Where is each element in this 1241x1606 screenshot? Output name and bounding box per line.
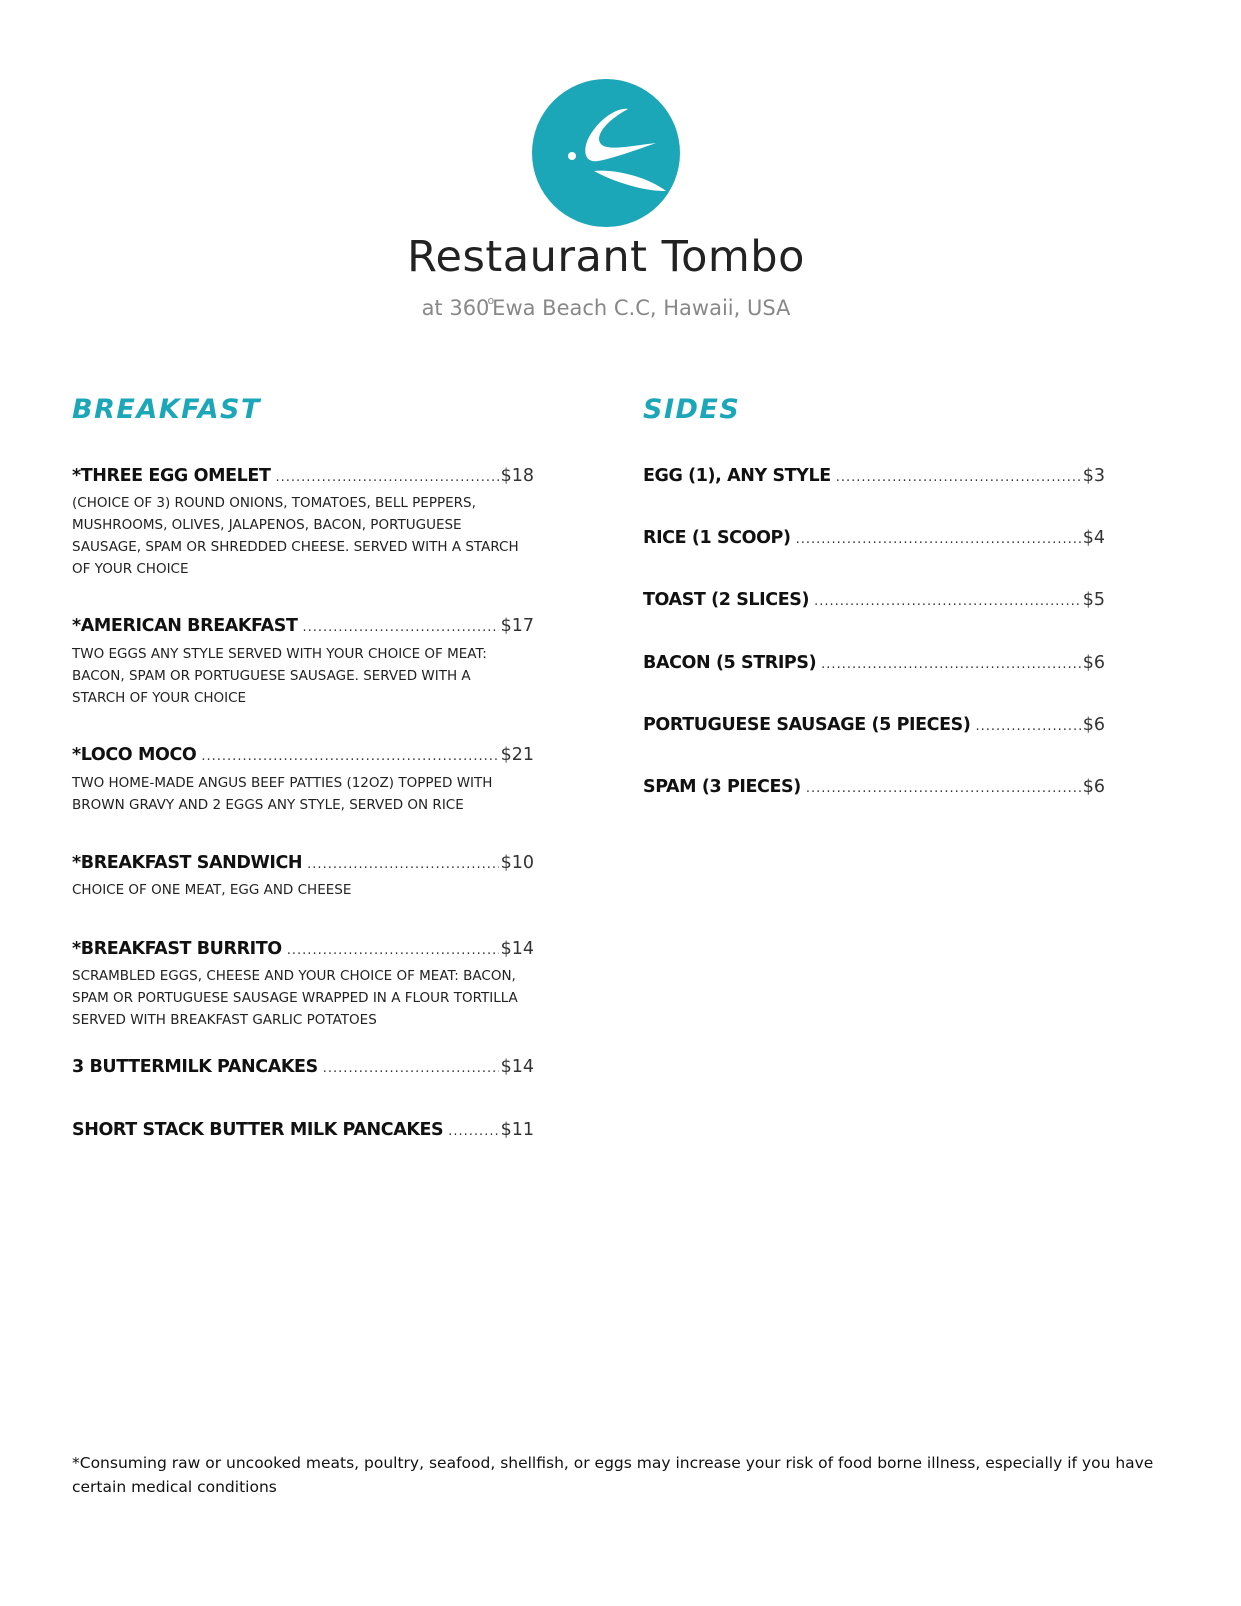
item-price: $5 — [1082, 590, 1105, 610]
dot-leader — [307, 857, 498, 872]
dot-leader — [814, 594, 1081, 609]
item-price: $6 — [1082, 715, 1105, 735]
item-name: SPAM (3 PIECES) — [643, 777, 801, 797]
sides-heading: SIDES — [643, 394, 741, 425]
item-name: *THREE EGG OMELET — [72, 466, 271, 486]
item-name: SHORT STACK BUTTER MILK PANCAKES — [72, 1120, 444, 1140]
restaurant-title: Restaurant Tombo — [407, 232, 805, 282]
item-description: TWO EGGS ANY STYLE SERVED WITH YOUR CHOICE OF MEAT: BACON, SPAM OR PORTUGUESE SAUSAGE. SERVED WITH A STARCH OF YOUR CHOICE — [72, 646, 487, 706]
location-suffix: Ewa Beach C.C, Hawaii, USA — [492, 296, 791, 320]
item-name: TOAST (2 SLICES) — [643, 590, 810, 610]
item-price: $3 — [1082, 466, 1105, 486]
item-price: $6 — [1082, 653, 1105, 673]
item-price: $6 — [1082, 777, 1105, 797]
item-name: RICE (1 SCOOP) — [643, 528, 791, 548]
item-name: *LOCO MOCO — [72, 745, 197, 765]
dot-leader — [975, 719, 1080, 734]
dot-leader — [201, 749, 498, 764]
dot-leader — [821, 657, 1081, 672]
menu-item-breakfast-sandwich — [72, 853, 534, 873]
item-name: 3 BUTTERMILK PANCAKES — [72, 1057, 318, 1077]
menu-item-loco-moco — [72, 745, 534, 765]
dot-leader — [806, 781, 1081, 796]
restaurant-location — [0, 296, 1212, 320]
side-item-spam — [643, 777, 1105, 797]
item-description: SCRAMBLED EGGS, CHEESE AND YOUR CHOICE OF MEAT: BACON, SPAM OR PORTUGUESE SAUSAGE WRAPPED IN A FLOUR TORTILLA SERVED WITH BREAKFAST GARLIC POTATOES — [72, 968, 518, 1028]
item-price: $14 — [500, 1057, 534, 1077]
item-description: (CHOICE OF 3) ROUND ONIONS, TOMATOES, BELL PEPPERS, MUSHROOMS, OLIVES, JALAPENOS, BACON, PORTUGUESE SAUSAGE, SPAM OR SHREDDED CHEESE. SERVED WITH A STARCH OF YOUR CHOICE — [72, 495, 519, 577]
side-item-bacon — [643, 653, 1105, 673]
item-price: $18 — [500, 466, 534, 486]
item-price: $21 — [500, 745, 534, 765]
degree-symbol: o — [487, 294, 495, 307]
item-name: BACON (5 STRIPS) — [643, 653, 817, 673]
item-price: $11 — [500, 1120, 534, 1140]
item-name: *BREAKFAST SANDWICH — [72, 853, 303, 873]
item-name: *AMERICAN BREAKFAST — [72, 616, 298, 636]
item-price: $4 — [1082, 528, 1105, 548]
item-description: TWO HOME-MADE ANGUS BEEF PATTIES (12OZ) TOPPED WITH BROWN GRAVY AND 2 EGGS ANY STYLE, SERVED ON RICE — [72, 775, 493, 813]
menu-item-short-stack-pancakes — [72, 1120, 534, 1140]
item-price: $14 — [500, 939, 534, 959]
side-item-egg — [643, 466, 1105, 486]
side-item-toast — [643, 590, 1105, 610]
menu-item-american-breakfast — [72, 616, 534, 636]
dot-leader — [796, 532, 1081, 547]
side-item-portuguese-sausage — [643, 715, 1105, 735]
food-safety-disclaimer: *Consuming raw or uncooked meats, poultry, seafood, shellfish, or eggs may increase your risk of food borne illness, especially if you have certain medical conditions — [72, 1454, 1154, 1496]
dot-leader — [323, 1061, 499, 1076]
breakfast-heading: BREAKFAST — [72, 394, 261, 425]
dot-leader — [275, 470, 498, 485]
dragonfly-logo-icon — [532, 79, 680, 227]
item-price: $10 — [500, 853, 534, 873]
item-name: PORTUGUESE SAUSAGE (5 PIECES) — [643, 715, 971, 735]
side-item-rice — [643, 528, 1105, 548]
dot-leader — [836, 470, 1081, 485]
dot-leader — [287, 943, 499, 958]
dot-leader — [448, 1124, 498, 1139]
item-name: EGG (1), ANY STYLE — [643, 466, 831, 486]
item-description: CHOICE OF ONE MEAT, EGG AND CHEESE — [72, 882, 352, 898]
menu-item-three-egg-omelet — [72, 466, 534, 486]
menu-item-buttermilk-pancakes — [72, 1057, 534, 1077]
item-price: $17 — [500, 616, 534, 636]
menu-item-breakfast-burrito — [72, 939, 534, 959]
dot-leader — [302, 620, 498, 635]
item-name: *BREAKFAST BURRITO — [72, 939, 282, 959]
location-prefix: at 360 — [421, 296, 490, 320]
